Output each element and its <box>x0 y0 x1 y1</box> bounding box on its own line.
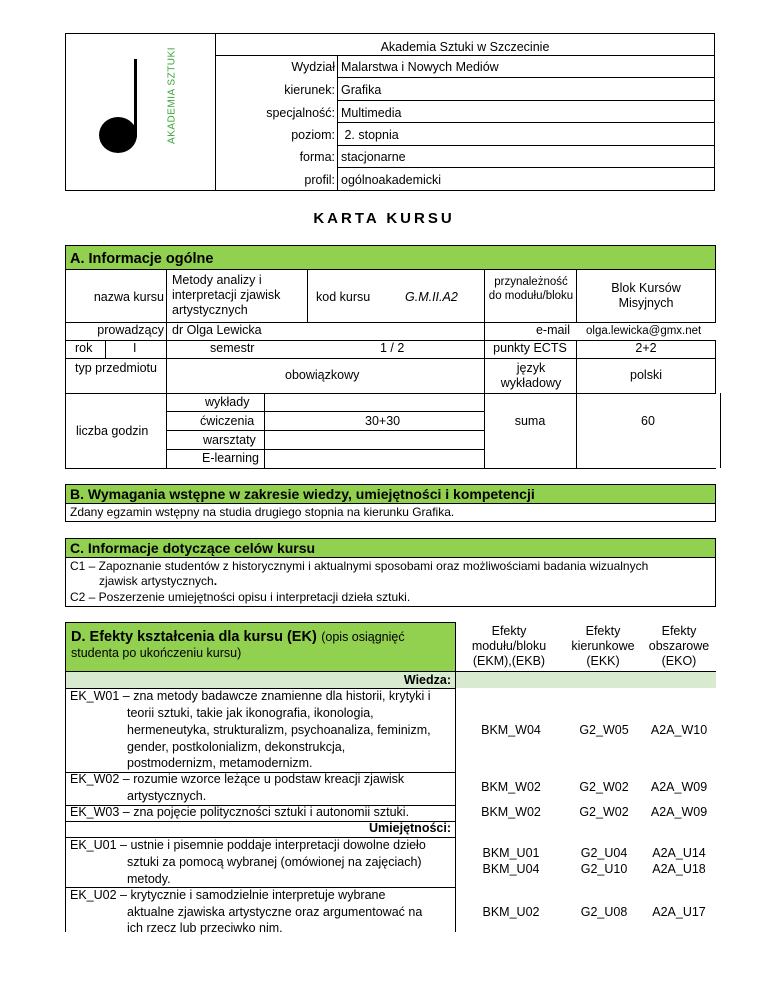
section-d-title-line2: studenta po ukończeniu kursu) <box>71 646 242 660</box>
ek-w02-ekk: G2_W02 <box>579 780 629 794</box>
ek-w03-line1: EK_W03 – zna pojęcie polityczności sztuki i autonomii sztuki. <box>70 805 410 819</box>
ek-u02-line2: aktualne zjawiska artystyczne oraz argumentować na <box>127 905 423 919</box>
ek-w01-line5: postmodernizm, metamodernizm. <box>127 756 313 770</box>
header-value-poziom: 2. stopnia <box>341 128 399 142</box>
a-border <box>105 340 106 358</box>
ek-w01-line2: teorii sztuki, takie jak ikonografia, ikonologia, <box>127 706 374 720</box>
przynal-label: przynależność do modułu/bloku <box>488 276 574 302</box>
umiejetnosci-label: Umiejętności: <box>369 821 451 835</box>
kod-value: G.M.II.A2 <box>405 290 458 304</box>
header-label-wydzial: Wydział <box>291 60 335 74</box>
d-col1-head: Efekty modułu/bloku (EKM),(EKB) <box>471 624 547 668</box>
a-border <box>576 270 577 322</box>
suma-value: 60 <box>641 414 655 428</box>
section-c-c1b <box>99 574 217 589</box>
semestr-label: semestr <box>210 341 255 355</box>
header-value-wydzial: Malarstwa i Nowych Mediów <box>341 60 499 74</box>
ek-w03-ekk: G2_W02 <box>579 805 629 819</box>
header-value-profil: ogólnoakademicki <box>341 173 442 187</box>
ek-w01-ekm: BKM_W04 <box>481 723 541 737</box>
ek-u01-eko2: A2A_U18 <box>652 862 706 876</box>
header-label-divider <box>337 55 338 191</box>
section-c-c1-dot: . <box>213 574 218 588</box>
cwiczenia-value: 30+30 <box>365 414 401 428</box>
email-value: olga.lewicka@gmx.net <box>586 325 702 337</box>
rok-value: I <box>133 341 137 355</box>
ek-w02-line2: artystycznych. <box>127 789 207 803</box>
header-row-line <box>337 77 715 78</box>
d-col2-head: Efekty kierunkowe (EKK) <box>571 624 635 668</box>
przynal-value: Blok Kursów Misyjnych <box>611 281 681 310</box>
ek-u02-ekk: G2_U08 <box>580 905 628 919</box>
ek-u01-ekm: BKM_U01 <box>482 846 540 860</box>
ects-label: punkty ECTS <box>493 341 567 355</box>
nazwa-value: Metody analizy i interpretacji zjawisk artystycznych <box>172 273 281 317</box>
jezyk-label: język wykładowy <box>500 361 562 390</box>
jezyk-value: polski <box>630 368 662 382</box>
ek-u01-ekm2: BKM_U04 <box>482 862 540 876</box>
section-b-text: Zdany egzamin wstępny na studia drugiego stopnia na kierunku Grafika. <box>70 505 455 519</box>
a-border <box>65 393 716 394</box>
header-label-profil: profil: <box>304 173 335 187</box>
d-col3-head: Efekty obszarowe (EKO) <box>648 624 710 668</box>
header-row-line <box>337 145 715 146</box>
a-border <box>166 449 484 450</box>
header-label-kierunek: kierunek: <box>284 83 335 97</box>
header-row-line <box>337 122 715 123</box>
a-border <box>166 411 484 412</box>
section-a-title: A. Informacje ogólne <box>70 251 214 267</box>
ek-u01-eko: A2A_U14 <box>652 846 706 860</box>
header-value-kierunek: Grafika <box>341 83 382 97</box>
header-row-line <box>337 100 715 101</box>
section-d-title-suffix: (opis osiągnięć <box>321 630 405 644</box>
a-border <box>484 270 485 468</box>
nazwa-label: nazwa kursu <box>93 290 164 304</box>
section-d-title: D. Efekty kształcenia dla kursu (EK) <box>71 629 317 645</box>
header-label-forma: forma: <box>299 150 335 164</box>
ek-w01-eko: A2A_W10 <box>650 723 708 737</box>
logo-text: AKADEMIA SZTUKI <box>166 47 178 144</box>
ek-w01-line3: hermeneutyka, strukturalizm, psychoanaliza, feminizm, <box>127 723 431 737</box>
typ-label: typ przedmiotu <box>75 361 157 375</box>
ek-u01-line1: EK_U01 – ustnie i pisemnie poddaje interpretacji dowolne dzieło <box>70 838 426 852</box>
warsztaty-label: warsztaty <box>203 433 256 447</box>
header-value-forma: stacjonarne <box>341 150 406 164</box>
header-value-specjalnosc: Multimedia <box>341 106 402 120</box>
ects-value: 2+2 <box>635 341 657 355</box>
page-title: KARTA KURSU <box>313 210 455 227</box>
section-c-c1b-text: zjawisk artystycznych <box>99 574 214 588</box>
a-border <box>576 340 577 468</box>
ek-w02-ekm: BKM_W02 <box>481 780 541 794</box>
wyklady-label: wykłady <box>205 395 250 409</box>
section-c-c2: C2 – Poszerzenie umiejętności opisu i interpretacji dzieła sztuki. <box>70 590 411 604</box>
ek-w02-line1: EK_W02 – rozumie wzorce leżące u podstaw kreacji zjawisk <box>70 772 405 786</box>
ek-u01-ekk: G2_U04 <box>580 846 628 860</box>
a-border <box>166 430 484 431</box>
elearning-label: E-learning <box>202 451 259 465</box>
email-label: e-mail <box>535 323 570 337</box>
ek-w01-ekk: G2_W05 <box>579 723 629 737</box>
suma-label: suma <box>514 414 546 428</box>
header-line <box>215 55 715 56</box>
wiedza-label: Wiedza: <box>403 673 451 687</box>
cwiczenia-label: ćwiczenia <box>200 414 255 428</box>
ek-w03-eko: A2A_W09 <box>650 805 708 819</box>
rok-label: rok <box>75 341 93 355</box>
ek-u02-ekm: BKM_U02 <box>482 905 540 919</box>
section-c-c1: C1 – Zapoznanie studentów z historycznymi i aktualnymi sposobami oraz możliwościami badania wizualnych <box>70 559 649 573</box>
ek-u02-line3: ich rzecz lub przeciwko nim. <box>127 921 283 935</box>
header-row-line <box>337 167 715 168</box>
academy-name: Akademia Sztuki w Szczecinie <box>380 40 550 54</box>
typ-value: obowiązkowy <box>285 368 360 382</box>
section-b-title: B. Wymagania wstępne w zakresie wiedzy, umiejętności i kompetencji <box>70 486 535 502</box>
ek-u01-line2: sztuki za pomocą wybranej (omówionej na zajęciach) <box>127 855 422 869</box>
ek-w01-line1: EK_W01 – zna metody badawcze znamienne dla historii, krytyki i <box>70 689 431 703</box>
ek-u01-line3: metody. <box>127 872 171 886</box>
header-label-specjalnosc: specjalność: <box>266 106 335 120</box>
ek-u02-eko: A2A_U17 <box>652 905 706 919</box>
a-border <box>720 393 721 468</box>
kod-label: kod kursu <box>316 290 371 304</box>
prowadzacy-label: prowadzący <box>97 323 164 337</box>
section-d-title-line <box>71 628 405 646</box>
godziny-label: liczba godzin <box>76 424 149 438</box>
a-border <box>166 270 167 468</box>
ek-w02-eko: A2A_W09 <box>650 780 708 794</box>
semestr-value: 1 / 2 <box>380 341 405 355</box>
a-border <box>264 393 265 468</box>
ek-w01-line4: gender, postkolonializm, dekonstrukcja, <box>127 740 346 754</box>
a-border <box>65 468 716 469</box>
ek-u02-line1: EK_U02 – krytycznie i samodzielnie interpretuje wybrane <box>70 888 386 902</box>
a-border <box>65 358 716 359</box>
ek-w03-ekm: BKM_W02 <box>481 805 541 819</box>
a-border <box>715 270 716 322</box>
header-label-poziom: poziom: <box>291 128 335 142</box>
prowadzacy-value: dr Olga Lewicka <box>172 323 262 337</box>
a-border <box>307 270 308 322</box>
section-c-title: C. Informacje dotyczące celów kursu <box>70 540 316 556</box>
ek-u01-ekk2: G2_U10 <box>580 862 628 876</box>
